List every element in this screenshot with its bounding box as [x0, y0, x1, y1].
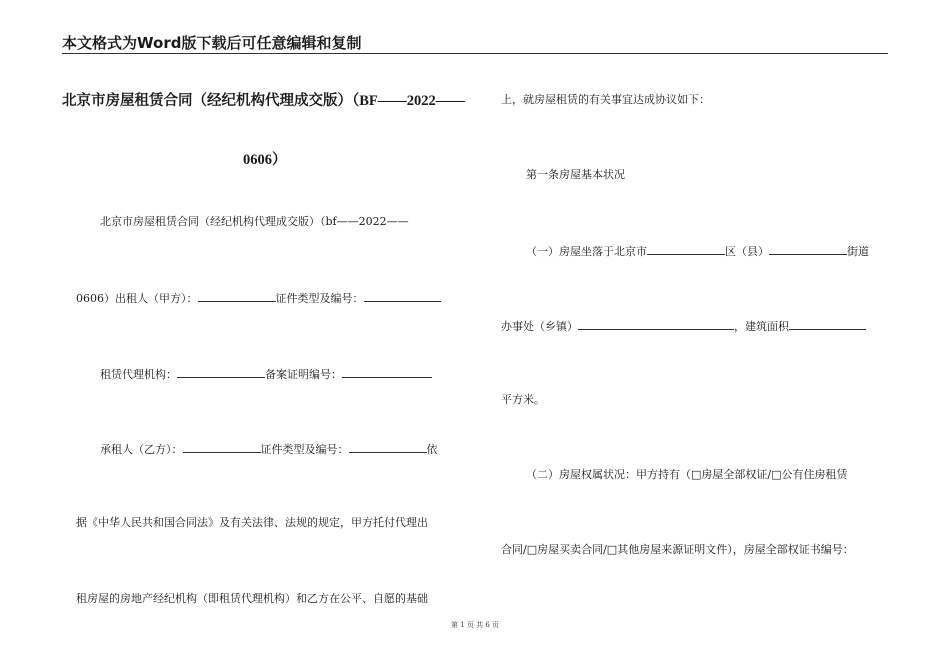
right-paragraph-1: 上，就房屋租赁的有关事宜达成协议如下： [501, 93, 710, 106]
document-title-line2: 0606） [243, 152, 287, 168]
text-fragment: 依 [426, 443, 438, 456]
left-paragraph-6: 租房屋的房地产经纪机构（即租赁代理机构）和乙方在公平、自愿的基础 [76, 592, 428, 605]
id-type-label-2: 证件类型及编号： [260, 443, 349, 456]
lessor-label: 0606）出租人（甲方）： [76, 292, 198, 305]
lessee-label: 承租人（乙方）： [100, 443, 183, 456]
district-label: 区（县） [725, 245, 769, 258]
office-label: 办事处（乡镇） [501, 320, 578, 333]
lessee-blank [183, 441, 261, 453]
right-paragraph-3 [526, 243, 869, 259]
lessee-id-blank [349, 441, 427, 453]
left-paragraph-5: 据《中华人民共和国合同法》及有关法律、法规的规定，甲方托付代理出 [76, 516, 428, 529]
left-paragraph-2 [76, 290, 441, 306]
right-paragraph-6: （二）房屋权属状况：甲方持有（□房屋全部权证/□公有住房租赁 [526, 468, 848, 481]
left-paragraph-3 [100, 366, 432, 382]
right-paragraph-4 [501, 318, 866, 334]
street-blank [769, 243, 847, 255]
area-blank [789, 318, 866, 330]
district-blank [647, 243, 725, 255]
left-paragraph-4 [100, 441, 438, 457]
record-number-label: 备案证明编号： [265, 368, 342, 381]
left-paragraph-1: 北京市房屋租赁合同（经纪机构代理成交版）（bf——2022—— [100, 215, 409, 228]
record-number-blank [342, 366, 432, 378]
right-paragraph-7: 合同/□房屋买卖合同/□其他房屋来源证明文件），房屋全部权证书编号： [501, 543, 854, 556]
street-label: 街道 [847, 245, 869, 258]
document-title-line1: 北京市房屋租赁合同（经纪机构代理成交版）（BF——2022—— [62, 93, 465, 109]
right-paragraph-5: 平方米。 [501, 393, 545, 406]
agency-blank [177, 366, 265, 378]
lessor-blank [198, 290, 276, 302]
id-type-label: 证件类型及编号： [275, 292, 364, 305]
location-label: （一）房屋坐落于北京市 [526, 245, 647, 258]
page-number: 第 1 页 共 6 页 [450, 621, 500, 629]
agency-label: 租赁代理机构： [100, 368, 177, 381]
header-divider [62, 53, 888, 54]
document-header: 本文格式为Word版下载后可任意编辑和复制 [62, 34, 362, 52]
article-heading: 第一条房屋基本状况 [526, 168, 625, 181]
office-blank [578, 318, 734, 330]
area-label: ，建筑面积 [734, 320, 789, 333]
lessor-id-blank [364, 290, 441, 302]
